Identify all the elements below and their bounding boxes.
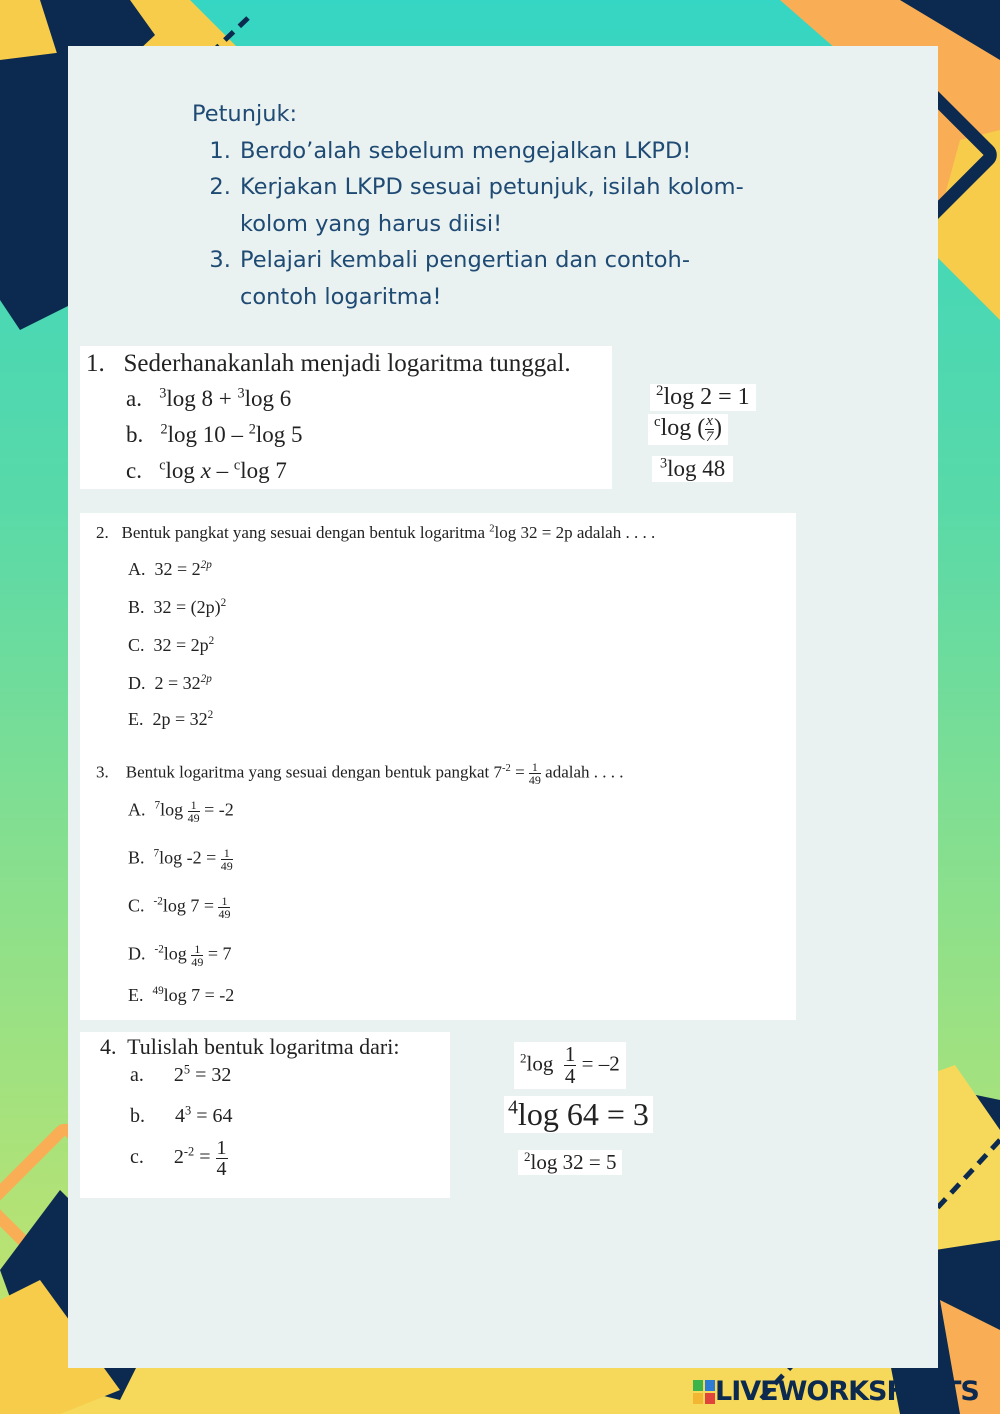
- option-letter: C.: [128, 895, 145, 916]
- question-number: 2.: [96, 523, 109, 542]
- option-text: log: [160, 799, 188, 820]
- fraction-numerator: x: [706, 413, 713, 429]
- option-2e[interactable]: [128, 709, 213, 730]
- power-base: 2: [173, 1146, 184, 1169]
- question-1-item-b: [126, 422, 303, 448]
- option-3c[interactable]: [128, 895, 230, 920]
- fraction: [564, 1044, 577, 1087]
- instruction-item: 1. Berdo’alah sebelum mengejalkan LKPD!: [238, 133, 752, 170]
- log-base: 3: [660, 455, 668, 472]
- item-letter: c.: [130, 1146, 144, 1169]
- answer-1a[interactable]: [650, 384, 756, 411]
- item-letter: a.: [126, 386, 142, 411]
- fraction: [218, 895, 230, 920]
- option-3e[interactable]: [128, 985, 234, 1006]
- question-text: log 32 = 2p adalah . . . .: [494, 523, 656, 542]
- item-letter: b.: [130, 1105, 145, 1127]
- option-text: log 7 =: [162, 895, 219, 916]
- log-base: 49: [152, 985, 164, 997]
- fraction: [529, 761, 541, 786]
- answer-text: ): [713, 415, 722, 442]
- answer-text: log 2 = 1: [663, 384, 750, 410]
- instructions-list: [192, 133, 752, 316]
- answer-text: = –2: [576, 1051, 620, 1076]
- option-letter: A.: [128, 559, 146, 579]
- option-letter: A.: [128, 799, 146, 820]
- power-base: 4: [175, 1105, 185, 1127]
- item-letter: a.: [130, 1064, 144, 1086]
- log-base: -2: [154, 943, 164, 956]
- fraction-numerator: 1: [564, 1042, 576, 1066]
- power-base: 2: [173, 1064, 184, 1086]
- exponent: 2: [207, 709, 214, 721]
- log-base: 2: [520, 1050, 527, 1066]
- exponent: 2: [220, 597, 227, 609]
- fraction: [221, 847, 233, 872]
- answer-text: log: [526, 1051, 559, 1076]
- exponent: 2: [208, 635, 215, 647]
- question-text: adalah . . . .: [540, 762, 624, 782]
- instruction-item: 2. Kerjakan LKPD sesuai petunjuk, isilah kolom-kolom yang harus diisi!: [238, 169, 752, 242]
- log-expression: –: [210, 458, 234, 483]
- question-1-card: [80, 346, 612, 489]
- option-text: 32 = 2: [154, 559, 201, 579]
- option-3d[interactable]: [128, 943, 231, 968]
- fraction-denominator: 49: [187, 811, 200, 825]
- log-base: c: [159, 457, 166, 474]
- option-2d[interactable]: [128, 673, 212, 694]
- answer-4b[interactable]: [504, 1096, 653, 1133]
- log-base: -2: [153, 895, 163, 908]
- log-base: 2: [248, 421, 256, 438]
- answer-text: log 32 = 5: [530, 1150, 617, 1174]
- power-expression: = 64: [191, 1105, 233, 1127]
- fraction-numerator: 1: [216, 1137, 227, 1159]
- question-4-item-b: [130, 1105, 232, 1128]
- question-4-item-a: [130, 1064, 231, 1087]
- option-letter: D.: [128, 673, 146, 693]
- option-2b[interactable]: [128, 597, 226, 618]
- question-3-prompt: [96, 761, 624, 786]
- question-4-prompt: [100, 1034, 399, 1060]
- log-base: 7: [153, 847, 160, 860]
- question-text: =: [510, 762, 529, 782]
- log-expression: log: [165, 458, 201, 483]
- log-base: c: [654, 414, 661, 431]
- log-base: c: [233, 457, 241, 474]
- fraction-denominator: 49: [528, 773, 541, 787]
- exponent: 2p: [200, 559, 212, 571]
- answer-4a[interactable]: [514, 1042, 626, 1089]
- option-letter: B.: [128, 847, 145, 868]
- log-base: 7: [154, 799, 161, 812]
- option-letter: C.: [128, 635, 145, 655]
- instructions: [192, 96, 752, 315]
- question-4-item-c: [130, 1138, 228, 1179]
- liveworksheets-logo: [693, 1376, 979, 1407]
- answer-text: log (: [660, 415, 706, 442]
- question-number: 4.: [100, 1034, 117, 1059]
- log-base: 4: [508, 1096, 518, 1119]
- fraction-denominator: 4: [216, 1158, 227, 1180]
- answer-text: log 64 = 3: [517, 1096, 649, 1132]
- question-2-3-card: [80, 513, 796, 1020]
- log-expression: log 5: [255, 422, 303, 447]
- question-text: Sederhanakanlah menjadi logaritma tunggal.: [123, 350, 571, 377]
- question-text: Tulislah bentuk logaritma dari:: [127, 1034, 400, 1059]
- brand-text: LIVEWORKSHEETS: [715, 1376, 979, 1407]
- log-base: 3: [237, 385, 245, 402]
- exponent: -2: [502, 762, 511, 774]
- exponent: -2: [183, 1144, 195, 1159]
- exponent: 3: [185, 1103, 192, 1118]
- fraction-numerator: 1: [529, 761, 541, 774]
- log-expression: log 10 –: [167, 422, 249, 447]
- power-expression: = 32: [190, 1064, 232, 1086]
- log-base: 2: [656, 383, 664, 399]
- option-text: log 7 = -2: [163, 985, 235, 1005]
- fraction-denominator: 49: [218, 907, 231, 921]
- fraction: [191, 943, 203, 968]
- question-number: 3.: [96, 762, 109, 782]
- fraction-numerator: 1: [191, 943, 203, 956]
- fraction-denominator: 49: [220, 859, 233, 873]
- option-2c[interactable]: [128, 635, 214, 656]
- fraction: [216, 1138, 228, 1179]
- fraction: [188, 799, 200, 824]
- question-text: Bentuk logaritma yang sesuai dengan bentuk pangkat 7: [125, 762, 503, 782]
- question-text: Bentuk pangkat yang sesuai dengan bentuk logaritma: [121, 523, 490, 542]
- answer-1c[interactable]: [652, 456, 733, 482]
- fraction-numerator: 1: [188, 799, 200, 812]
- fraction-denominator: 4: [564, 1064, 576, 1088]
- option-3a[interactable]: [128, 799, 234, 824]
- log-base: 2: [160, 421, 168, 438]
- option-text: 2p = 32: [152, 709, 208, 729]
- question-2-prompt: [96, 523, 655, 543]
- item-letter: c.: [126, 458, 142, 483]
- log-expression: log 7: [240, 458, 287, 483]
- fraction: [705, 414, 714, 445]
- option-letter: E.: [128, 985, 144, 1005]
- log-base: 3: [159, 385, 167, 402]
- instruction-item: 3. Pelajari kembali pengertian dan contoh-contoh logaritma!: [238, 242, 752, 315]
- option-2a[interactable]: [128, 559, 212, 580]
- option-text: 32 = (2p): [153, 597, 221, 617]
- liveworksheets-icon: [693, 1380, 715, 1404]
- answer-1b[interactable]: [648, 414, 728, 445]
- option-text: = -2: [199, 799, 234, 820]
- item-letter: b.: [126, 422, 144, 447]
- option-letter: B.: [128, 597, 145, 617]
- answer-4c[interactable]: [518, 1150, 622, 1175]
- option-text: log -2 =: [159, 847, 221, 868]
- option-text: = 7: [203, 943, 232, 964]
- instructions-title: Petunjuk:: [192, 101, 298, 127]
- fraction-numerator: 1: [221, 847, 233, 860]
- variable: x: [200, 458, 211, 483]
- log-base: 2: [489, 523, 495, 535]
- option-letter: E.: [128, 709, 144, 729]
- exponent: 2p: [200, 673, 212, 685]
- option-letter: D.: [128, 943, 146, 964]
- question-4-card: [80, 1032, 450, 1198]
- log-base: 2: [524, 1149, 531, 1164]
- fraction-denominator: 49: [191, 955, 204, 969]
- answer-text: log 48: [667, 456, 726, 481]
- question-number: 1.: [86, 350, 105, 377]
- log-expression: log 8 +: [166, 386, 238, 411]
- power-expression: =: [194, 1146, 216, 1169]
- question-1-item-c: [126, 458, 287, 484]
- log-expression: log 6: [244, 386, 292, 411]
- option-text: 2 = 32: [154, 673, 201, 693]
- question-1-prompt: [86, 350, 571, 378]
- exponent: 5: [183, 1062, 191, 1077]
- option-3b[interactable]: [128, 847, 233, 872]
- option-text: 32 = 2p: [153, 635, 209, 655]
- fraction-numerator: 1: [218, 895, 230, 908]
- question-1-item-a: [126, 386, 291, 412]
- option-text: log: [163, 943, 192, 964]
- fraction-denominator: 7: [705, 429, 714, 445]
